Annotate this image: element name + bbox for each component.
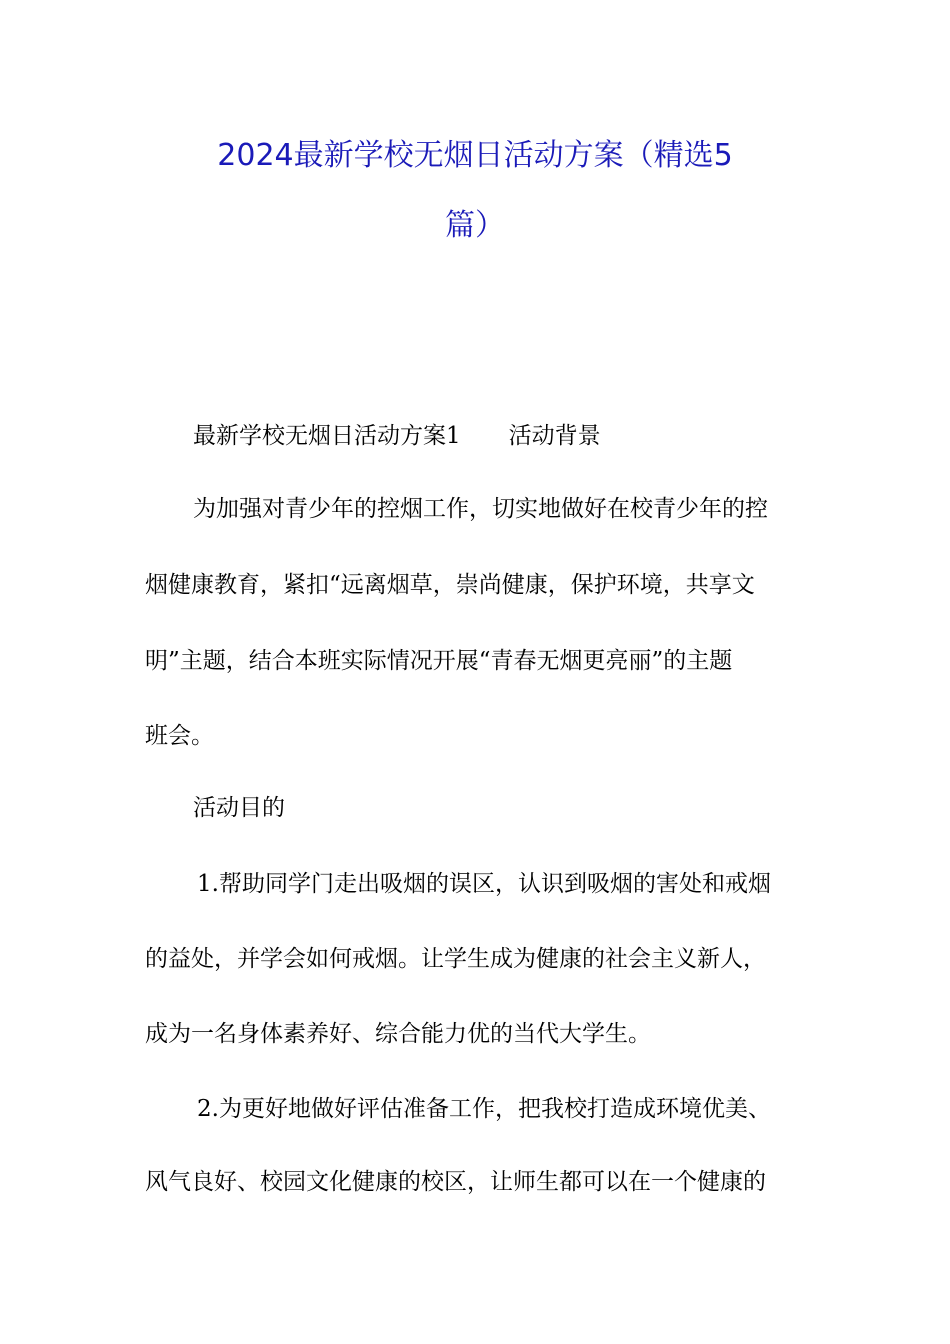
paragraph-line: 明”主题，结合本班实际情况开展“青春无烟更亮丽”的主题 [145, 648, 733, 674]
section-heading [193, 420, 883, 452]
paragraph-line: 烟健康教育，紧扣“远离烟草，崇尚健康，保护环境，共享文 [145, 572, 755, 598]
paragraph-line: 班会。 [145, 723, 214, 749]
paragraph-line: 2.为更好地做好评估准备工作，把我校打造成环境优美、 [197, 1096, 771, 1122]
document-title-line-2: 篇） [445, 208, 505, 243]
document-title-line-1: 2024最新学校无烟日活动方案（精选5 [217, 138, 733, 173]
paragraph-line: 1.帮助同学门走出吸烟的误区，认识到吸烟的害处和戒烟 [197, 871, 771, 897]
paragraph-line: 成为一名身体素养好、综合能力优的当代大学生。 [145, 1021, 651, 1047]
paragraph-line: 风气良好、校园文化健康的校区，让师生都可以在一个健康的 [145, 1169, 766, 1195]
section-heading-subtitle: 活动背景 [508, 423, 601, 449]
section-heading-title: 最新学校无烟日活动方案1 [193, 423, 461, 449]
paragraph-line: 为加强对青少年的控烟工作，切实地做好在校青少年的控 [193, 496, 768, 522]
purpose-heading: 活动目的 [193, 795, 285, 821]
paragraph-line: 的益处，并学会如何戒烟。让学生成为健康的社会主义新人， [145, 946, 766, 972]
